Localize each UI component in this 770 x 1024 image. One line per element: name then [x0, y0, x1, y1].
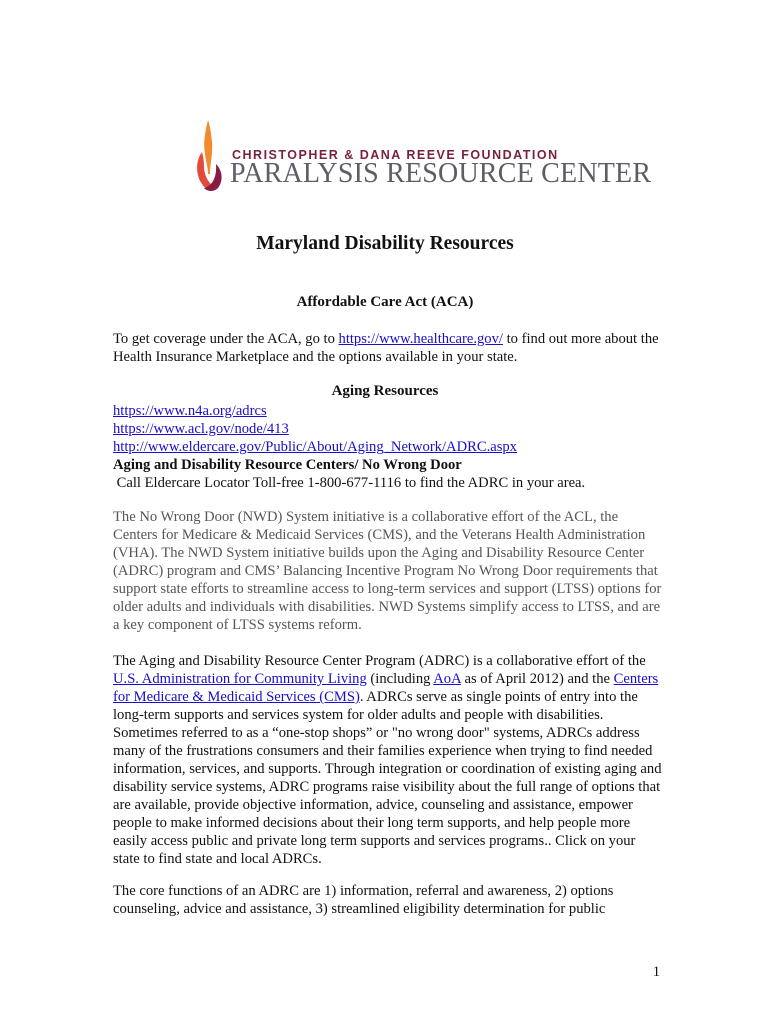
aoa-link[interactable]: AoA [433, 671, 461, 687]
acl-node-link[interactable]: https://www.acl.gov/node/413 [113, 421, 289, 437]
adrc-program-text-4: . ADRCs serve as single points of entry into the long-term supports and services system for older adults and people with disabilities. Sometimes referred to as a “one-stop shops” or "no wrong door" systems, ADRCs address many of the frustrations consumers and their families experience when trying to find needed information, services, and supports. Through integration or coordination of existing aging and disability service systems, ADRC programs raise visibility about the full range of options that are available, provide objective information, advice, counseling and assistance, empower people to make informed decisions about their long term supports, and help people more easily access public and private long term supports and services programs.. Click on your state to find state and local ADRCs. [113, 689, 662, 867]
adrc-program-text-2: (including [366, 671, 434, 687]
aca-paragraph [113, 330, 663, 366]
logo-foundation-name: CHRISTOPHER & DANA REEVE FOUNDATION [232, 148, 559, 162]
eldercare-locator-line: Call Eldercare Locator Toll-free 1-800-677-1116 to find the ADRC in your area. [113, 475, 586, 491]
page-number: 1 [652, 964, 660, 980]
page-title: Maryland Disability Resources [256, 233, 514, 254]
adrc-program-text-1: The Aging and Disability Resource Center Program (ADRC) is a collaborative effort of the [113, 653, 646, 669]
logo-resource-center-name: PARALYSIS RESOURCE CENTER [230, 158, 652, 189]
flame-logo-icon [192, 118, 228, 194]
aca-text-after: to find out more about the Health Insurance Marketplace and the options available in your state. [113, 331, 659, 365]
aging-resources-heading: Aging Resources [331, 383, 439, 399]
aca-heading: Affordable Care Act (ACA) [296, 294, 474, 310]
healthcare-gov-link[interactable]: https://www.healthcare.gov/ [338, 331, 503, 347]
cms-link[interactable]: Centers for Medicare & Medicaid Services (CMS) [113, 671, 659, 705]
adrc-program-paragraph [113, 652, 663, 868]
adrc-no-wrong-door-heading: Aging and Disability Resource Centers/ No Wrong Door [113, 457, 462, 473]
aging-resources-block [113, 402, 663, 492]
eldercare-adrc-link[interactable]: http://www.eldercare.gov/Public/About/Aging_Network/ADRC.aspx [113, 439, 517, 455]
acl-link[interactable]: U.S. Administration for Community Living [113, 671, 367, 687]
n4a-adrcs-link[interactable]: https://www.n4a.org/adrcs [113, 403, 267, 419]
adrc-program-text-3: as of April 2012) and the [460, 671, 614, 687]
aca-text-before: To get coverage under the ACA, go to [113, 331, 339, 347]
nwd-paragraph: The No Wrong Door (NWD) System initiative is a collaborative effort of the ACL, the Centers for Medicare & Medicaid Services (CMS), and the Veterans Health Administration (VHA). The NWD System initiative builds upon the Aging and Disability Resource Center (ADRC) program and CMS’ Balancing Incentive Program No Wrong Door requirements that support state efforts to streamline access to long-term services and support (LTSS) options for older adults and individuals with disabilities. NWD Systems simplify access to LTSS, and are a key component of LTSS systems reform. [113, 509, 662, 633]
foundation-logo [192, 118, 652, 198]
core-functions-paragraph: The core functions of an ADRC are 1) information, referral and awareness, 2) options counseling, advice and assistance, 3) streamlined eligibility determination for public [113, 883, 614, 917]
